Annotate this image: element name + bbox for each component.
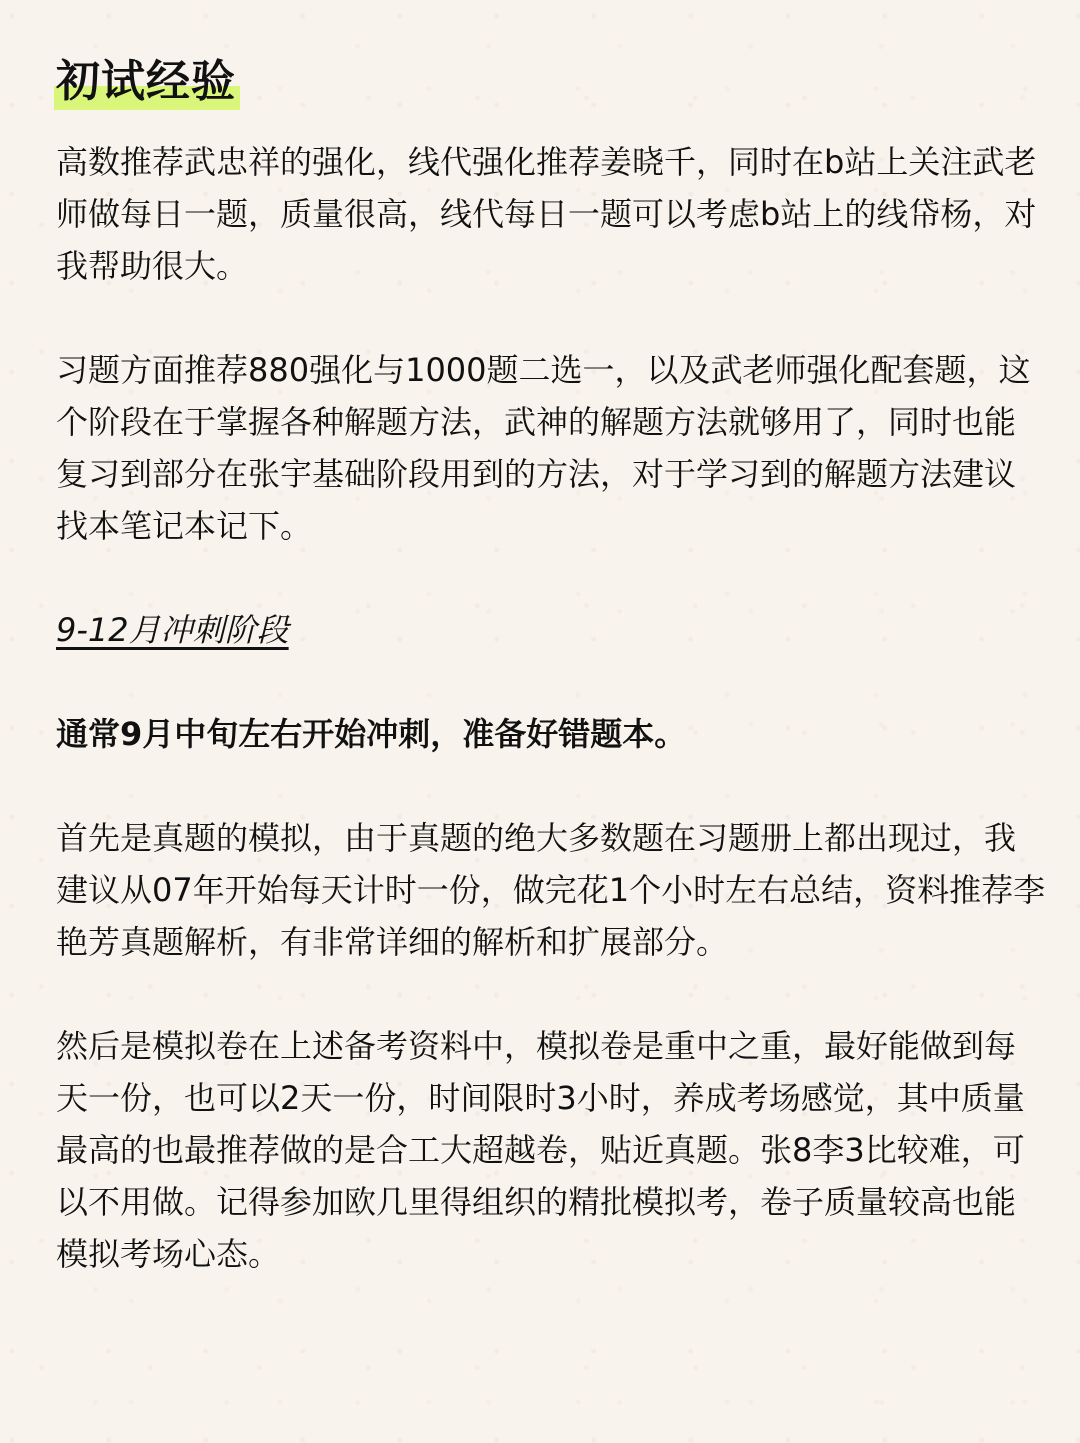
document-body [56,52,1046,1280]
subheading-sprint-stage: 9-12月冲刺阶段 [56,611,289,649]
paragraph-gap [56,656,1046,708]
paragraph-gap [56,760,1046,812]
paragraph-exercises: 习题方面推荐880强化与1000题二选一，以及武老师强化配套题，这个阶段在于掌握各种解题方法，武神的解题方法就够用了，同时也能复习到部分在张宇基础阶段用到的方法，对于学习到的解题方法建议找本笔记本记下。 [56,351,1031,545]
heading-text: 初试经验 [56,56,236,107]
section-heading [56,52,236,112]
paragraph-past-papers: 首先是真题的模拟，由于真题的绝大多数题在习题册上都出现过，我建议从07年开始每天计时一份，做完花1个小时左右总结，资料推荐李艳芳真题解析，有非常详细的解析和扩展部分。 [56,819,1046,961]
paragraph-sprint-start: 通常9月中旬左右开始冲刺，准备好错题本。 [56,715,687,753]
paragraph-mock-exams: 然后是模拟卷在上述备考资料中，模拟卷是重中之重，最好能做到每天一份，也可以2天一份，时间限时3小时，养成考场感觉，其中质量最高的也最推荐做的是合工大超越卷，贴近真题。张8李3比较难，可以不用做。记得参加欧几里得组织的精批模拟考，卷子质量较高也能模拟考场心态。 [56,1027,1025,1273]
paragraph-gap [56,552,1046,604]
paragraph-gap [56,292,1046,344]
paragraph-gap [56,968,1046,1020]
paragraph-recommend-books: 高数推荐武忠祥的强化，线代强化推荐姜晓千，同时在b站上关注武老师做每日一题，质量很高，线代每日一题可以考虑b站上的线帒杨，对我帮助很大。 [56,143,1037,285]
